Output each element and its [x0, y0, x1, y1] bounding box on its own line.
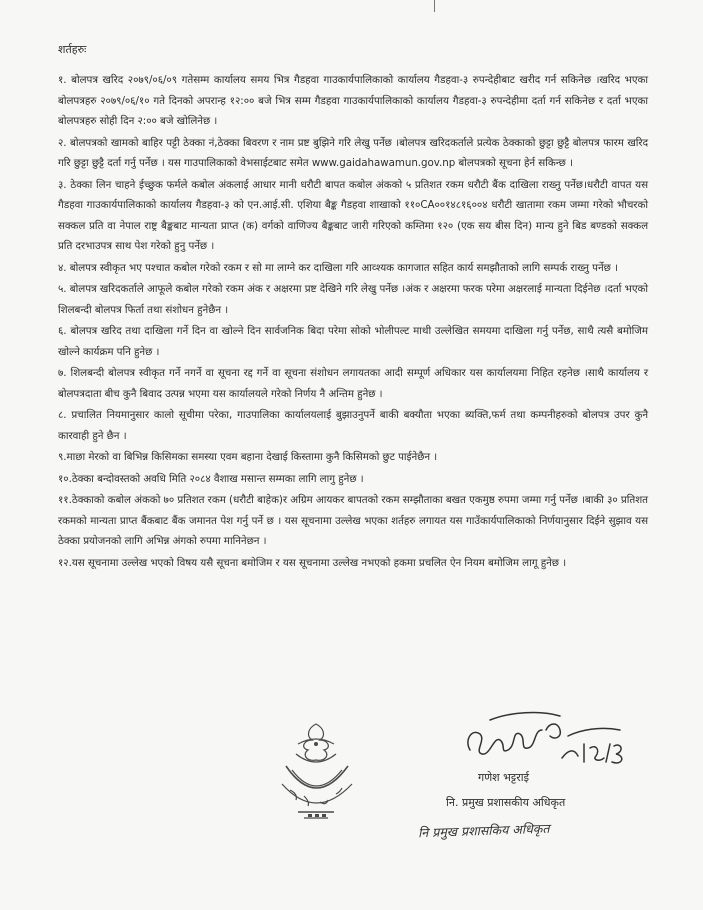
clause-3: ३. ठेक्का लिन चाहने ईच्छुक फर्मले कबोल अंकलाई आधार मानी धरौटी बापत कबोल अंकको ५ प्रतिशत रकम धरौटी बैंक दाखिला राख्नु पर्नेछ।धरौटी वापत यस गैडहवा गाउकार्यपालिकाको कार्यालय गैडहवा-३ को एन.आई.सी. एशिया बैङ्क गैडहवा शाखाको ११०CA००१४८१६००४ धरौटी खातामा रकम जम्मा गरेको भौचरको सक्कल प्रति वा नेपाल राष्ट्र बैङ्कबाट मान्यता प्राप्त (क) वर्गको वाणिज्य बैङ्कबाट जारी गरिएको कम्तिमा १२० (एक सय बीस दिन) मान्य हुने बिड बण्डको सक्कल प्रति दरभाउपत्र साथ पेश गरेको हुनु पर्नेछ । — [58, 178, 648, 252]
signer-name: गणेश भट्टराई — [478, 771, 529, 784]
clause-10: १०.ठेक्का बन्दोवस्तको अवधि मिति २०८४ वैशाख मसान्त सम्मका लागि लागु हुनेछ । — [58, 472, 364, 485]
conditions-list — [58, 70, 648, 574]
signer-role: नि. प्रमुख प्रशासकीय अधिकृत — [446, 796, 566, 809]
handwritten-signature — [450, 700, 630, 770]
clause-4: ४. बोलपत्र स्वीकृत भए पश्चात कबोल गरेको रकम र सो मा लाग्ने कर दाखिला गरि आव्श्यक कागजात सहित कार्य समझौताको लागि सम्पर्क राख्नु पर्नेछ । — [58, 261, 618, 274]
handwritten-title: नि प्रमुख प्रशासकिय अधिकृत — [417, 820, 550, 841]
clause-9: ९.माछा मेरको वा बिभिन्न किसिमका समस्या एवम बहाना देखाई किस्तामा कुनै किसिमको छुट पाईनेछैन । — [58, 451, 438, 463]
clause-11: ११.ठेक्काको कबोल अंकको ७० प्रतिशत रकम (धरौटी बाहेक)र अग्रिम आयकर बापतको रकम सम्झौताका बखत एकमुष्ठ रुपमा जम्मा गर्नु पर्नेछ ।बाकी ३० प्रतिशत रकमको मान्यता प्राप्त बैंकबाट बैंक जमानत पेश गर्नु पर्ने छ । यस सूचनामा उल्लेख भएका शर्तहरु लगायत यस गाउँकार्यपालिकाको निर्णयानुसार दिईने सुझाव यस ठेक्का प्रयोजनको लागि अभिन्न अंगको रुपमा मानिनेछन । — [58, 494, 648, 547]
clause-7: ७. शिलबन्दी बोलपत्र स्वीकृत गर्ने नगर्ने वा सूचना रद्द गर्ने वा सूचना संशोधन लगायतका आदी सम्पूर्ण अधिकार यस कार्यालयमा निहित रहनेछ ।साथै कार्यालय र बोलपत्रदाता बीच कुनै बिवाद उत्पन्न भएमा यस कार्यालयले गरेको निर्णय नै अन्तिम हुनेछ । — [58, 367, 648, 400]
clause-8: ८. प्रचालित नियमानुसार कालो सूचीमा परेका, गाउपालिका कार्यालयलाई बुझाउनुपर्ने बाकी बक्यौता भएका ब्यक्ति,फर्म तथा कम्पनीहरुको बोलपत्र उपर कुनै कारवाही हुने छैन । — [58, 409, 648, 442]
clause-5: ५. बोलपत्र खरिदकर्ताले आफूले कबोल गरेको रकम अंक र अक्षरमा प्रष्ट देखिने गरि लेखु पर्नेछ ।अंक र अक्षरमा फरक परेमा अक्षरलाई मान्यता दिईनेछ ।दर्ता भएको शिलबन्दी बोलपत्र फिर्ता तथा संशोधन हुनेछैन । — [58, 283, 648, 316]
clause-2: २. बोलपत्रको खामको बाहिर पट्टी ठेक्का नं,ठेक्का बिवरण र नाम प्रष्ट बुझिने गरि लेखु पर्नेछ ।बोलपत्र खरिदकर्ताले प्रत्येक ठेक्काको छुट्टा छुट्टै बोलपत्र फारम खरिद गरि छुट्टा छुट्टै दर्ता गर्नु पर्नेछ । यस गाउपालिकाको वेभसाईटबाट समेत www.gaidahawamun.gov.np बोलपत्रको सूचना हेर्न सकिन्छ । — [58, 136, 648, 169]
scan-mark — [434, 0, 435, 12]
clause-1: १. बोलपत्र खरिद २०७९/०६/०९ गतेसम्म कार्यालय समय भित्र गैडहवा गाउकार्यपालिकाको कार्यालय गैडहवा-३ रुपन्देहीबाट खरीद गर्न सकिनेछ ।खरिद भएका बोलपत्रहरु २०७९/०६/१० गते दिनको अपरान्ह १२:०० बजे भित्र सम्म गैडहवा गाउकार्यपालिकाको कार्यालय गैडहवा-३ रुपन्देहीमा दर्ता गर्न सकिनेछ र दर्ता भएका बोलपत्रहरु सोही दिन २:०० बजे खोलिनेछ । — [58, 74, 648, 127]
conditions-heading: शर्तहरुः — [58, 43, 87, 56]
clause-6: ६. बोलपत्र खरिद तथा दाखिला गर्ने दिन वा खोल्ने दिन सार्वजनिक बिदा परेमा सोको भोलीपल्ट माथी उल्लेखित समयमा दाखिला गर्नु पर्नेछ, साथै त्यसै बमोजिम खोल्ने कार्यक्रम पनि हुनेछ । — [58, 325, 648, 358]
official-seal-stamp — [268, 714, 364, 824]
clause-12: १२.यस सूचनामा उल्लेख भएको विषय यसै सूचना बमोजिम र यस सूचनामा उल्लेख नभएको हकमा प्रचलित ऐन नियम बमोजिम लागू हुनेछ । — [58, 556, 567, 569]
